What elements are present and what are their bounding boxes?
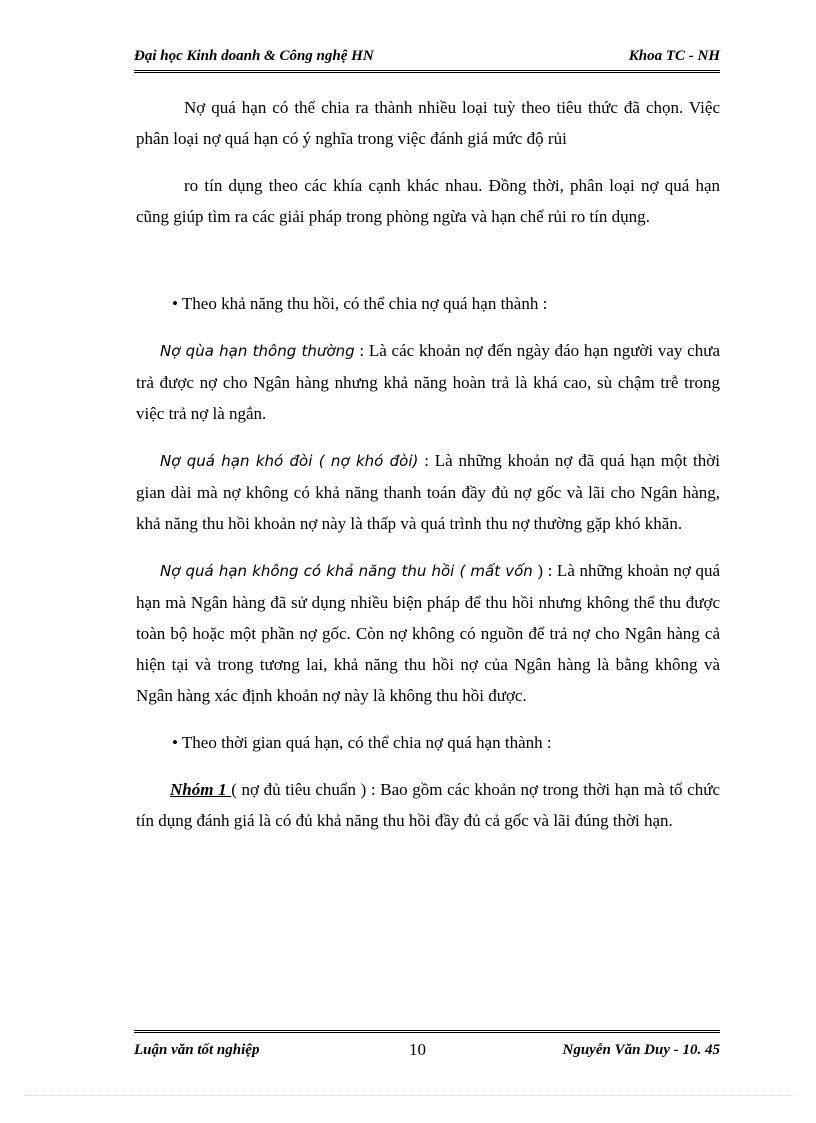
footer-rule	[134, 1030, 720, 1033]
definition-group-1: ( nợ đủ tiêu chuẩn ) : Bao gồm các khoản nợ trong thời hạn mà tổ chức tín dụng đánh giá là có đủ khả năng thu hồi đầy đủ cả gốc và lãi đúng thời hạn.	[136, 780, 720, 830]
bullet-recoverability-text: Theo khả năng thu hồi, có thể chia nợ quá hạn thành :	[181, 294, 548, 313]
page-edge-divider	[24, 1095, 794, 1096]
header-rule	[134, 70, 720, 73]
bullet-symbol: •	[172, 294, 178, 313]
paragraph-bad-debt	[136, 445, 720, 539]
bullet-overdue-time	[136, 727, 720, 758]
definition-bad-debt: : Là những khoản nợ đã quá hạn một thời gian dài mà nợ không có khả năng thanh toán đầy đủ nợ gốc và lãi cho Ngân hàng, khả năng thu hồi khoản nợ này là thấp và quá trình thu nợ thường gặp khó khăn.	[136, 451, 720, 533]
paragraph-intro-2: ro tín dụng theo các khía cạnh khác nhau. Đồng thời, phân loại nợ quá hạn cũng giúp tìm ra các giải pháp trong phòng ngừa và hạn chế rủi ro tín dụng.	[136, 176, 720, 226]
paragraph-group-1	[136, 774, 720, 836]
footer-page-number: 10	[409, 1040, 426, 1059]
term-bad-debt: Nợ quá hạn khó đòi ( nợ khó đòi)	[160, 452, 419, 470]
page-footer	[134, 1042, 720, 1064]
paragraph-intro-1: Nợ quá hạn có thể chia ra thành nhiều loại tuỳ theo tiêu thức đã chọn. Việc phân loại nợ quá hạn có ý nghĩa trong việc đánh giá mức độ rủi	[136, 98, 720, 148]
definition-normal-overdue: : Là các khoản nợ đến ngày đáo hạn người vay chưa trả được nợ cho Ngân hàng nhưng khả năng hoàn trả là khá cao, sù chậm trễ trong việc trả nợ là ngắn.	[136, 341, 720, 423]
footer-thesis-label: Luận văn tốt nghiệp	[134, 1042, 260, 1058]
page-body	[136, 92, 720, 836]
term-loss-debt: Nợ quá hạn không có khả năng thu hồi ( mất vốn	[160, 562, 533, 580]
header-university: Đại học Kinh doanh & Công nghệ HN	[134, 48, 374, 64]
paragraph-loss-debt	[136, 555, 720, 711]
term-normal-overdue: Nợ qùa hạn thông thường	[160, 342, 355, 360]
paragraph-normal-overdue	[136, 335, 720, 429]
footer-author: Nguyễn Văn Duy - 10. 45	[562, 1042, 720, 1058]
term-group-1: Nhóm 1	[170, 780, 232, 799]
header-faculty: Khoa TC - NH	[628, 48, 720, 64]
bullet-symbol: •	[172, 733, 178, 752]
definition-loss-debt: ) : Là những khoản nợ quá hạn mà Ngân hàng đã sử dụng nhiều biện pháp để thu hồi nhưng không thể thu được toàn bộ hoặc một phần nợ gốc. Còn nợ không có nguồn để trả nợ cho Ngân hàng cả hiện tại và trong tương lai, khả năng thu hồi nợ của Ngân hàng là bằng không và Ngân hàng xác định khoản nợ này là không thu hồi được.	[136, 561, 721, 705]
page-header	[134, 48, 720, 70]
bullet-recoverability	[136, 288, 720, 319]
bullet-overdue-time-text: Theo thời gian quá hạn, có thể chia nợ quá hạn thành :	[181, 733, 552, 752]
